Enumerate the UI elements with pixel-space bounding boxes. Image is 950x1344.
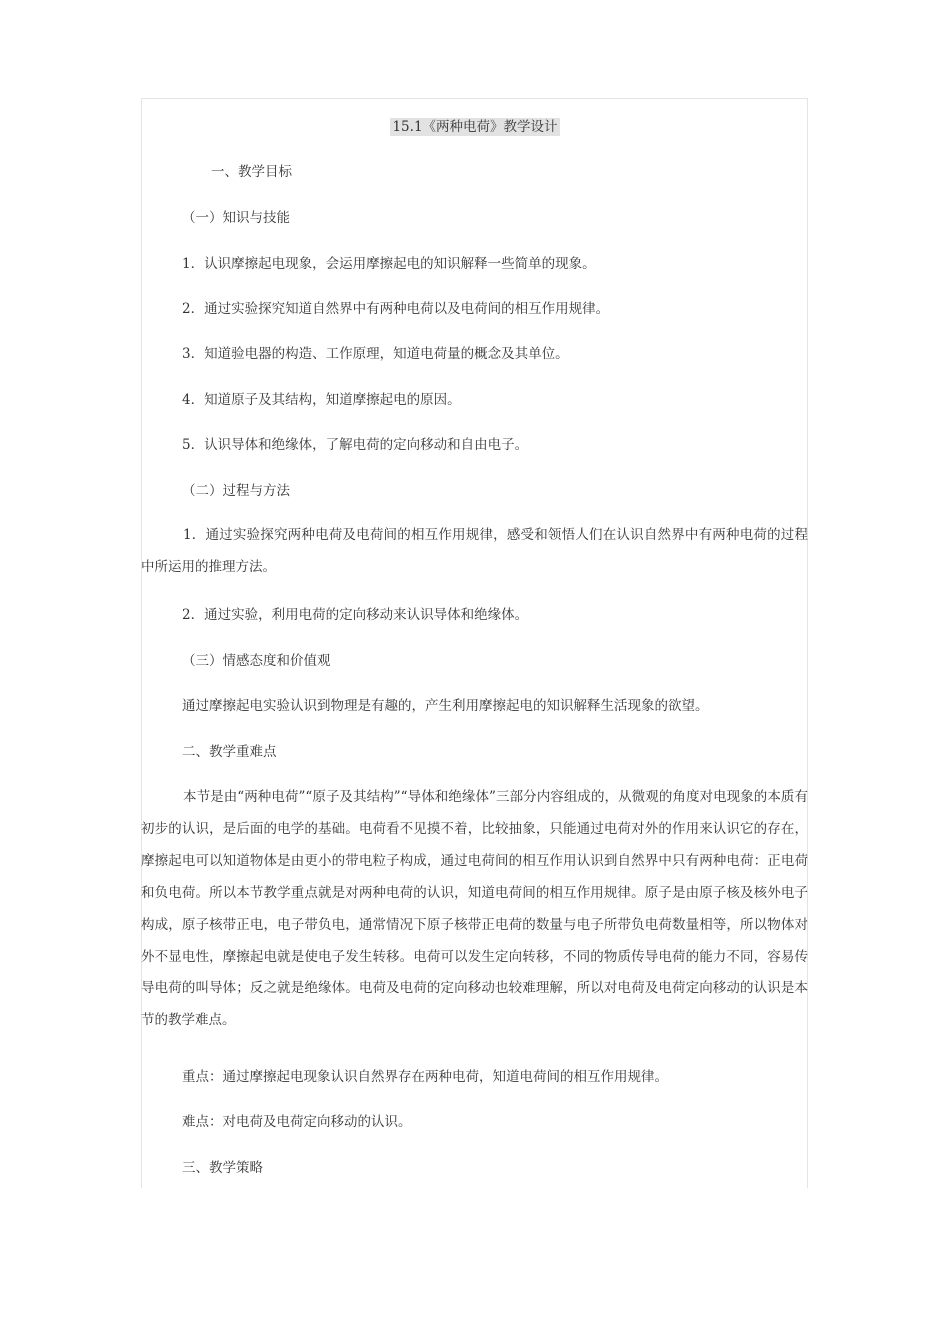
- key-point-text: 重点：通过摩擦起电现象认识自然界存在两种电荷，知道电荷间的相互作用规律。: [182, 1069, 668, 1085]
- difficult-point-text: 难点：对电荷及电荷定向移动的认识。: [182, 1114, 412, 1130]
- knowledge-item-1: 1．认识摩擦起电现象，会运用摩擦起电的知识解释一些简单的现象。: [182, 256, 596, 272]
- heading-teaching-strategy: 三、教学策略: [182, 1160, 263, 1176]
- subheading-attitudes-values: （三）情感态度和价值观: [182, 653, 331, 669]
- analysis-paragraph: 本节是由“两种电荷”“原子及其结构”“导体和绝缘体”三部分内容组成的，从微观的角度对电现象的本质有初步的认识，是后面的电学的基础。电荷看不见摸不着，比较抽象，只能通过电荷对外的作用来认识它的存在，摩擦起电可以知道物体是由更小的带电粒子构成，通过电荷间的相互作用认识到自然界中只有两种电荷：正电荷和负电荷。所以本节教学重点就是对两种电荷的认识，知道电荷间的相互作用规律。原子是由原子核及核外电子构成，原子核带正电，电子带负电，通常情况下原子核带正电荷的数量与电子所带负电荷数量相等，所以物体对外不显电性，摩擦起电就是使电子发生转移。电荷可以发生定向转移，不同的物质传导电荷的能力不同，容易传导电荷的叫导体；反之就是绝缘体。电荷及电荷的定向移动也较难理解，所以对电荷及电荷定向移动的认识是本节的教学难点。: [141, 789, 808, 1029]
- subheading-process-methods: （二）过程与方法: [182, 483, 290, 499]
- knowledge-item-5: 5．认识导体和绝缘体，了解电荷的定向移动和自由电子。: [182, 437, 529, 453]
- heading-key-difficult-points: 二、教学重难点: [182, 744, 277, 760]
- document-title: 15.1《两种电荷》教学设计: [392, 119, 558, 135]
- attitude-item: 通过摩擦起电实验认识到物理是有趣的，产生利用摩擦起电的知识解释生活现象的欲望。: [182, 698, 709, 714]
- process-item-2: 2．通过实验，利用电荷的定向移动来认识导体和绝缘体。: [182, 607, 529, 623]
- subheading-knowledge-skills: （一）知识与技能: [182, 210, 290, 226]
- knowledge-item-2: 2．通过实验探究知道自然界中有两种电荷以及电荷间的相互作用规律。: [182, 301, 610, 317]
- knowledge-item-3: 3．知道验电器的构造、工作原理，知道电荷量的概念及其单位。: [182, 346, 569, 362]
- knowledge-item-4: 4．知道原子及其结构，知道摩擦起电的原因。: [182, 392, 461, 408]
- heading-teaching-objectives: 一、教学目标: [211, 164, 292, 180]
- process-item-1: 1．通过实验探究两种电荷及电荷间的相互作用规律，感受和领悟人们在认识自然界中有两种电荷的过程中所运用的推理方法。: [141, 527, 808, 575]
